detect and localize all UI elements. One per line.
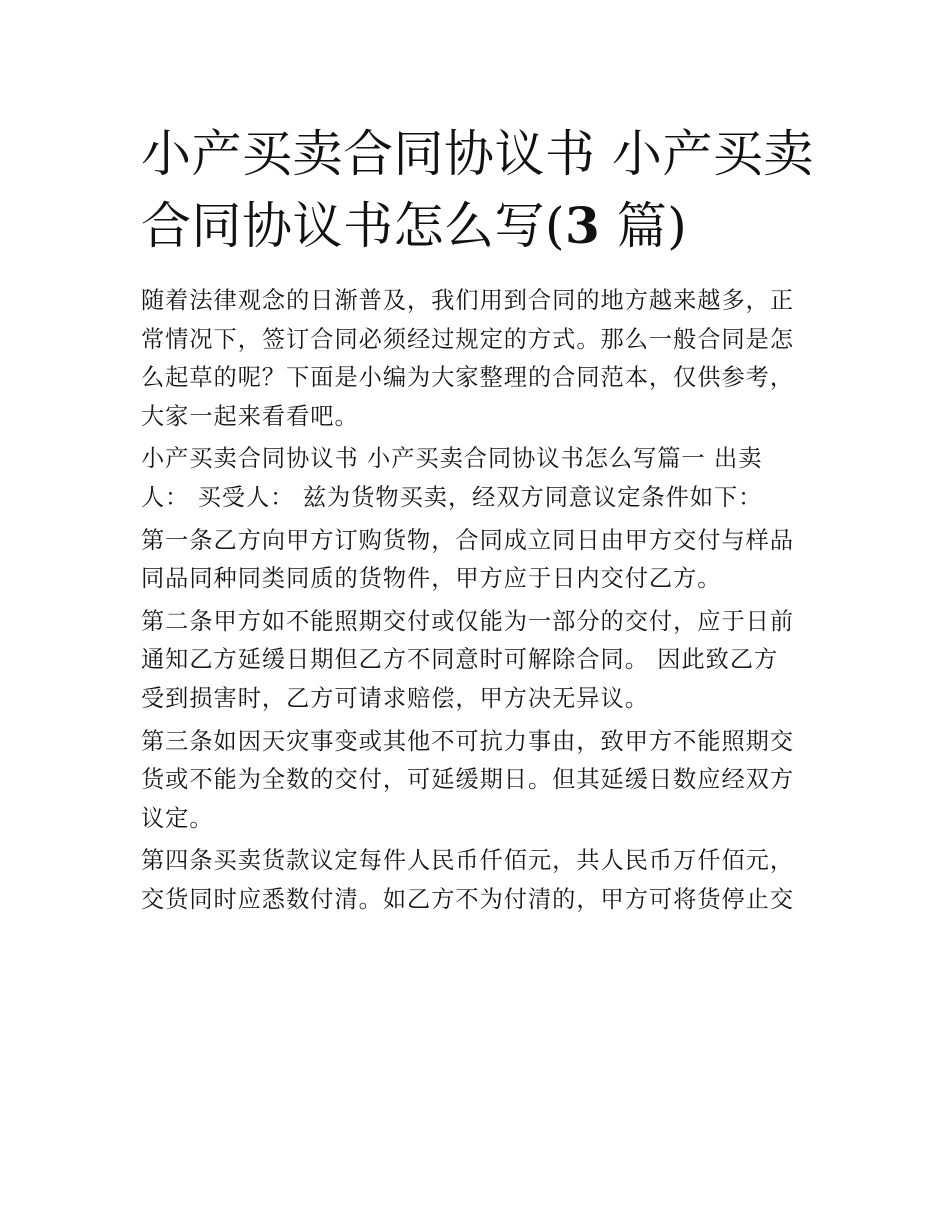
section-heading-paragraph <box>141 440 813 517</box>
text-line: 第一条乙方向甲方订购货物，合同成立同日由甲方交付与样品 <box>141 526 795 554</box>
document-title <box>141 118 821 262</box>
clause-1-paragraph <box>141 522 813 599</box>
text-line: 货或不能为全数的交付，可延缓期日。但其延缓日数应经双方 <box>141 766 795 794</box>
intro-paragraph <box>141 282 813 436</box>
text-line: 通知乙方延缓日期但乙方不同意时可解除合同。 因此致乙方 <box>141 646 779 674</box>
title-suffix: 篇) <box>600 197 688 255</box>
text-line: 小产买卖合同协议书 小产买卖合同协议书怎么写篇一 出卖 <box>141 445 763 473</box>
text-line: 么起草的呢？下面是小编为大家整理的合同范本，仅供参考， <box>141 364 795 392</box>
text-line: 随着法律观念的日渐普及，我们用到合同的地方越来越多，正 <box>141 287 795 314</box>
text-line: 议定。 <box>141 804 214 832</box>
text-line: 常情况下，签订合同必须经过规定的方式。那么一般合同是怎 <box>141 325 795 353</box>
text-line: 同品同种同类同质的货物件，甲方应于日内交付乙方。 <box>141 565 722 593</box>
text-line: 大家一起来看看吧。 <box>141 402 359 430</box>
clause-3-paragraph <box>141 723 813 839</box>
title-count: 3 <box>565 196 601 255</box>
title-text: 小产买卖合同协议书 小产买卖合同协议书怎么写( <box>141 125 814 255</box>
text-line: 第四条买卖货款议定每件人民币仟佰元，共人民币万仟佰元， <box>141 847 795 875</box>
text-line: 受到损害时，乙方可请求赔偿，甲方决无异议。 <box>141 684 649 712</box>
clause-4-paragraph <box>141 842 813 919</box>
text-line: 第二条甲方如不能照期交付或仅能为一部分的交付，应于日前 <box>141 607 795 635</box>
text-line: 人： 买受人： 兹为货物买卖，经双方同意议定条件如下： <box>141 483 763 511</box>
text-line: 第三条如因天灾事变或其他不可抗力事由，致甲方不能照期交 <box>141 727 795 755</box>
clause-2-paragraph <box>141 603 813 719</box>
document-body <box>141 282 813 924</box>
text-line: 交货同时应悉数付清。如乙方不为付清的，甲方可将货停止交 <box>141 885 795 913</box>
